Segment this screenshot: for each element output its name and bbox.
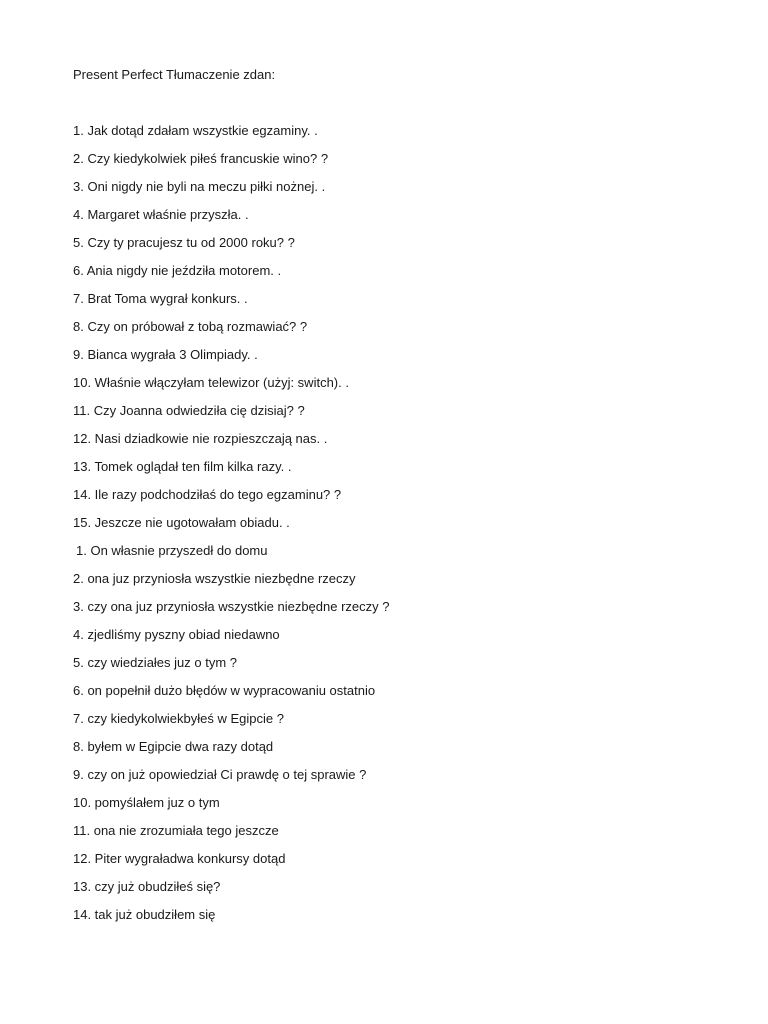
list-item: 14. Ile razy podchodziłaś do tego egzaminu? ? — [73, 487, 342, 502]
list-item: 8. Czy on próbował z tobą rozmawiać? ? — [73, 319, 308, 334]
list-item: 14. tak już obudziłem się — [73, 907, 216, 922]
list-item: 8. byłem w Egipcie dwa razy dotąd — [73, 739, 274, 754]
list-item: 13. czy już obudziłeś się? — [73, 879, 221, 894]
list-item: 12. Nasi dziadkowie nie rozpieszczają nas. . — [73, 431, 328, 446]
list-item: 10. pomyślałem juz o tym — [73, 795, 220, 810]
list-item: 4. zjedliśmy pyszny obiad niedawno — [73, 627, 280, 642]
list-item: 3. czy ona juz przyniosła wszystkie niezbędne rzeczy ? — [73, 599, 390, 614]
list-item: 13. Tomek oglądał ten film kilka razy. . — [73, 459, 292, 474]
list-item: 11. ona nie zrozumiała tego jeszcze — [73, 823, 279, 838]
list-item: 6. Ania nigdy nie jeździła motorem. . — [73, 263, 282, 278]
list-item: 7. Brat Toma wygrał konkurs. . — [73, 291, 248, 306]
list-item: 3. Oni nigdy nie byli na meczu piłki nożnej. . — [73, 179, 326, 194]
list-item: 4. Margaret właśnie przyszła. . — [73, 207, 249, 222]
list-item: 12. Piter wygraładwa konkursy dotąd — [73, 851, 286, 866]
list-item: 9. Bianca wygrała 3 Olimpiady. . — [73, 347, 258, 362]
list-item: 15. Jeszcze nie ugotowałam obiadu. . — [73, 515, 290, 530]
list-item: 10. Właśnie włączyłam telewizor (użyj: switch). . — [73, 375, 349, 390]
list-item: 5. czy wiedziałes juz o tym ? — [73, 655, 238, 670]
document-title: Present Perfect Tłumaczenie zdan: — [73, 67, 276, 82]
sentence-list — [73, 123, 389, 935]
list-item: 2. Czy kiedykolwiek piłeś francuskie wino? ? — [73, 151, 329, 166]
list-item: 1. Jak dotąd zdałam wszystkie egzaminy. . — [73, 123, 318, 138]
list-item: 9. czy on już opowiedział Ci prawdę o tej sprawie ? — [73, 767, 367, 782]
list-item: 5. Czy ty pracujesz tu od 2000 roku? ? — [73, 235, 295, 250]
list-item: 1. On własnie przyszedł do domu — [76, 543, 268, 558]
list-item: 2. ona juz przyniosła wszystkie niezbędne rzeczy — [73, 571, 356, 586]
list-item: 7. czy kiedykolwiekbyłeś w Egipcie ? — [73, 711, 284, 726]
list-item: 6. on popełnił dużo błędów w wypracowaniu ostatnio — [73, 683, 376, 698]
list-item: 11. Czy Joanna odwiedziła cię dzisiaj? ? — [73, 403, 305, 418]
